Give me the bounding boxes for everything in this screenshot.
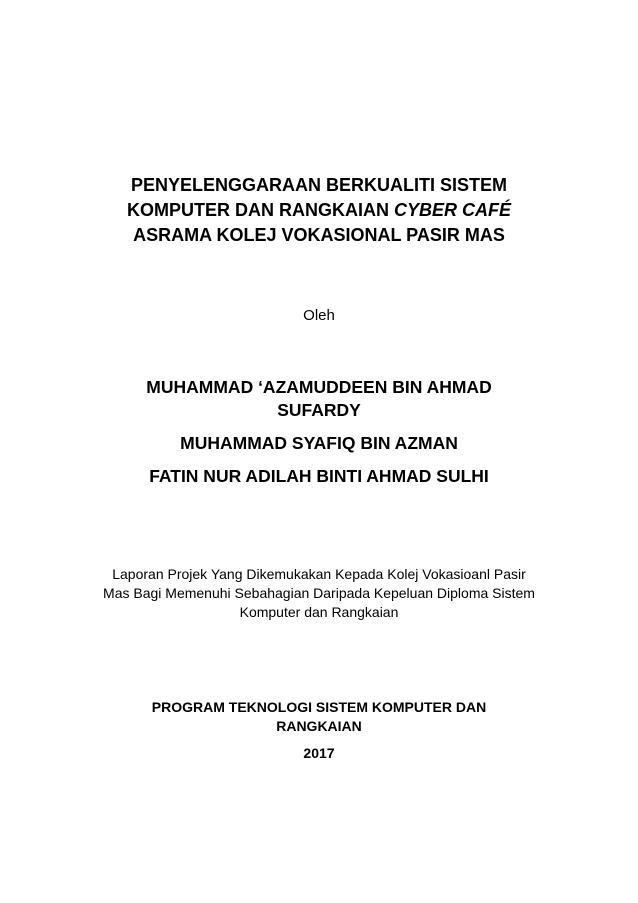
author-list	[0, 376, 638, 488]
author-1-line-1: MUHAMMAD ‘AZAMUDDEEN BIN AHMAD	[146, 377, 492, 397]
author-2: MUHAMMAD SYAFIQ BIN AZMAN	[180, 433, 458, 453]
program-line-2: RANGKAIAN	[276, 718, 362, 734]
report-line-1: Laporan Projek Yang Dikemukakan Kepada Kolej Vokasioanl Pasir	[112, 566, 526, 582]
by-label: Oleh	[303, 307, 335, 324]
title-line-3: ASRAMA KOLEJ VOKASIONAL PASIR MAS	[133, 225, 505, 245]
title-italic-term: CYBER CAFÉ	[393, 200, 511, 220]
report-statement	[0, 565, 638, 622]
author-3: FATIN NUR ADILAH BINTI AHMAD SULHI	[149, 466, 489, 486]
year: 2017	[303, 745, 335, 761]
program-name	[0, 698, 638, 736]
title-line-1: PENYELENGGARAAN BERKUALITI SISTEM	[130, 175, 508, 195]
author-1-line-2: SUFARDY	[277, 400, 361, 420]
document-title	[0, 173, 638, 248]
title-line-2-text: KOMPUTER DAN RANGKAIAN	[126, 200, 394, 220]
title-line-2	[0, 198, 638, 223]
program-line-1: PROGRAM TEKNOLOGI SISTEM KOMPUTER DAN	[151, 699, 487, 715]
report-line-3: Komputer dan Rangkaian	[239, 604, 399, 620]
report-line-2: Mas Bagi Memenuhi Sebahagian Daripada Kepeluan Diploma Sistem	[103, 585, 535, 601]
